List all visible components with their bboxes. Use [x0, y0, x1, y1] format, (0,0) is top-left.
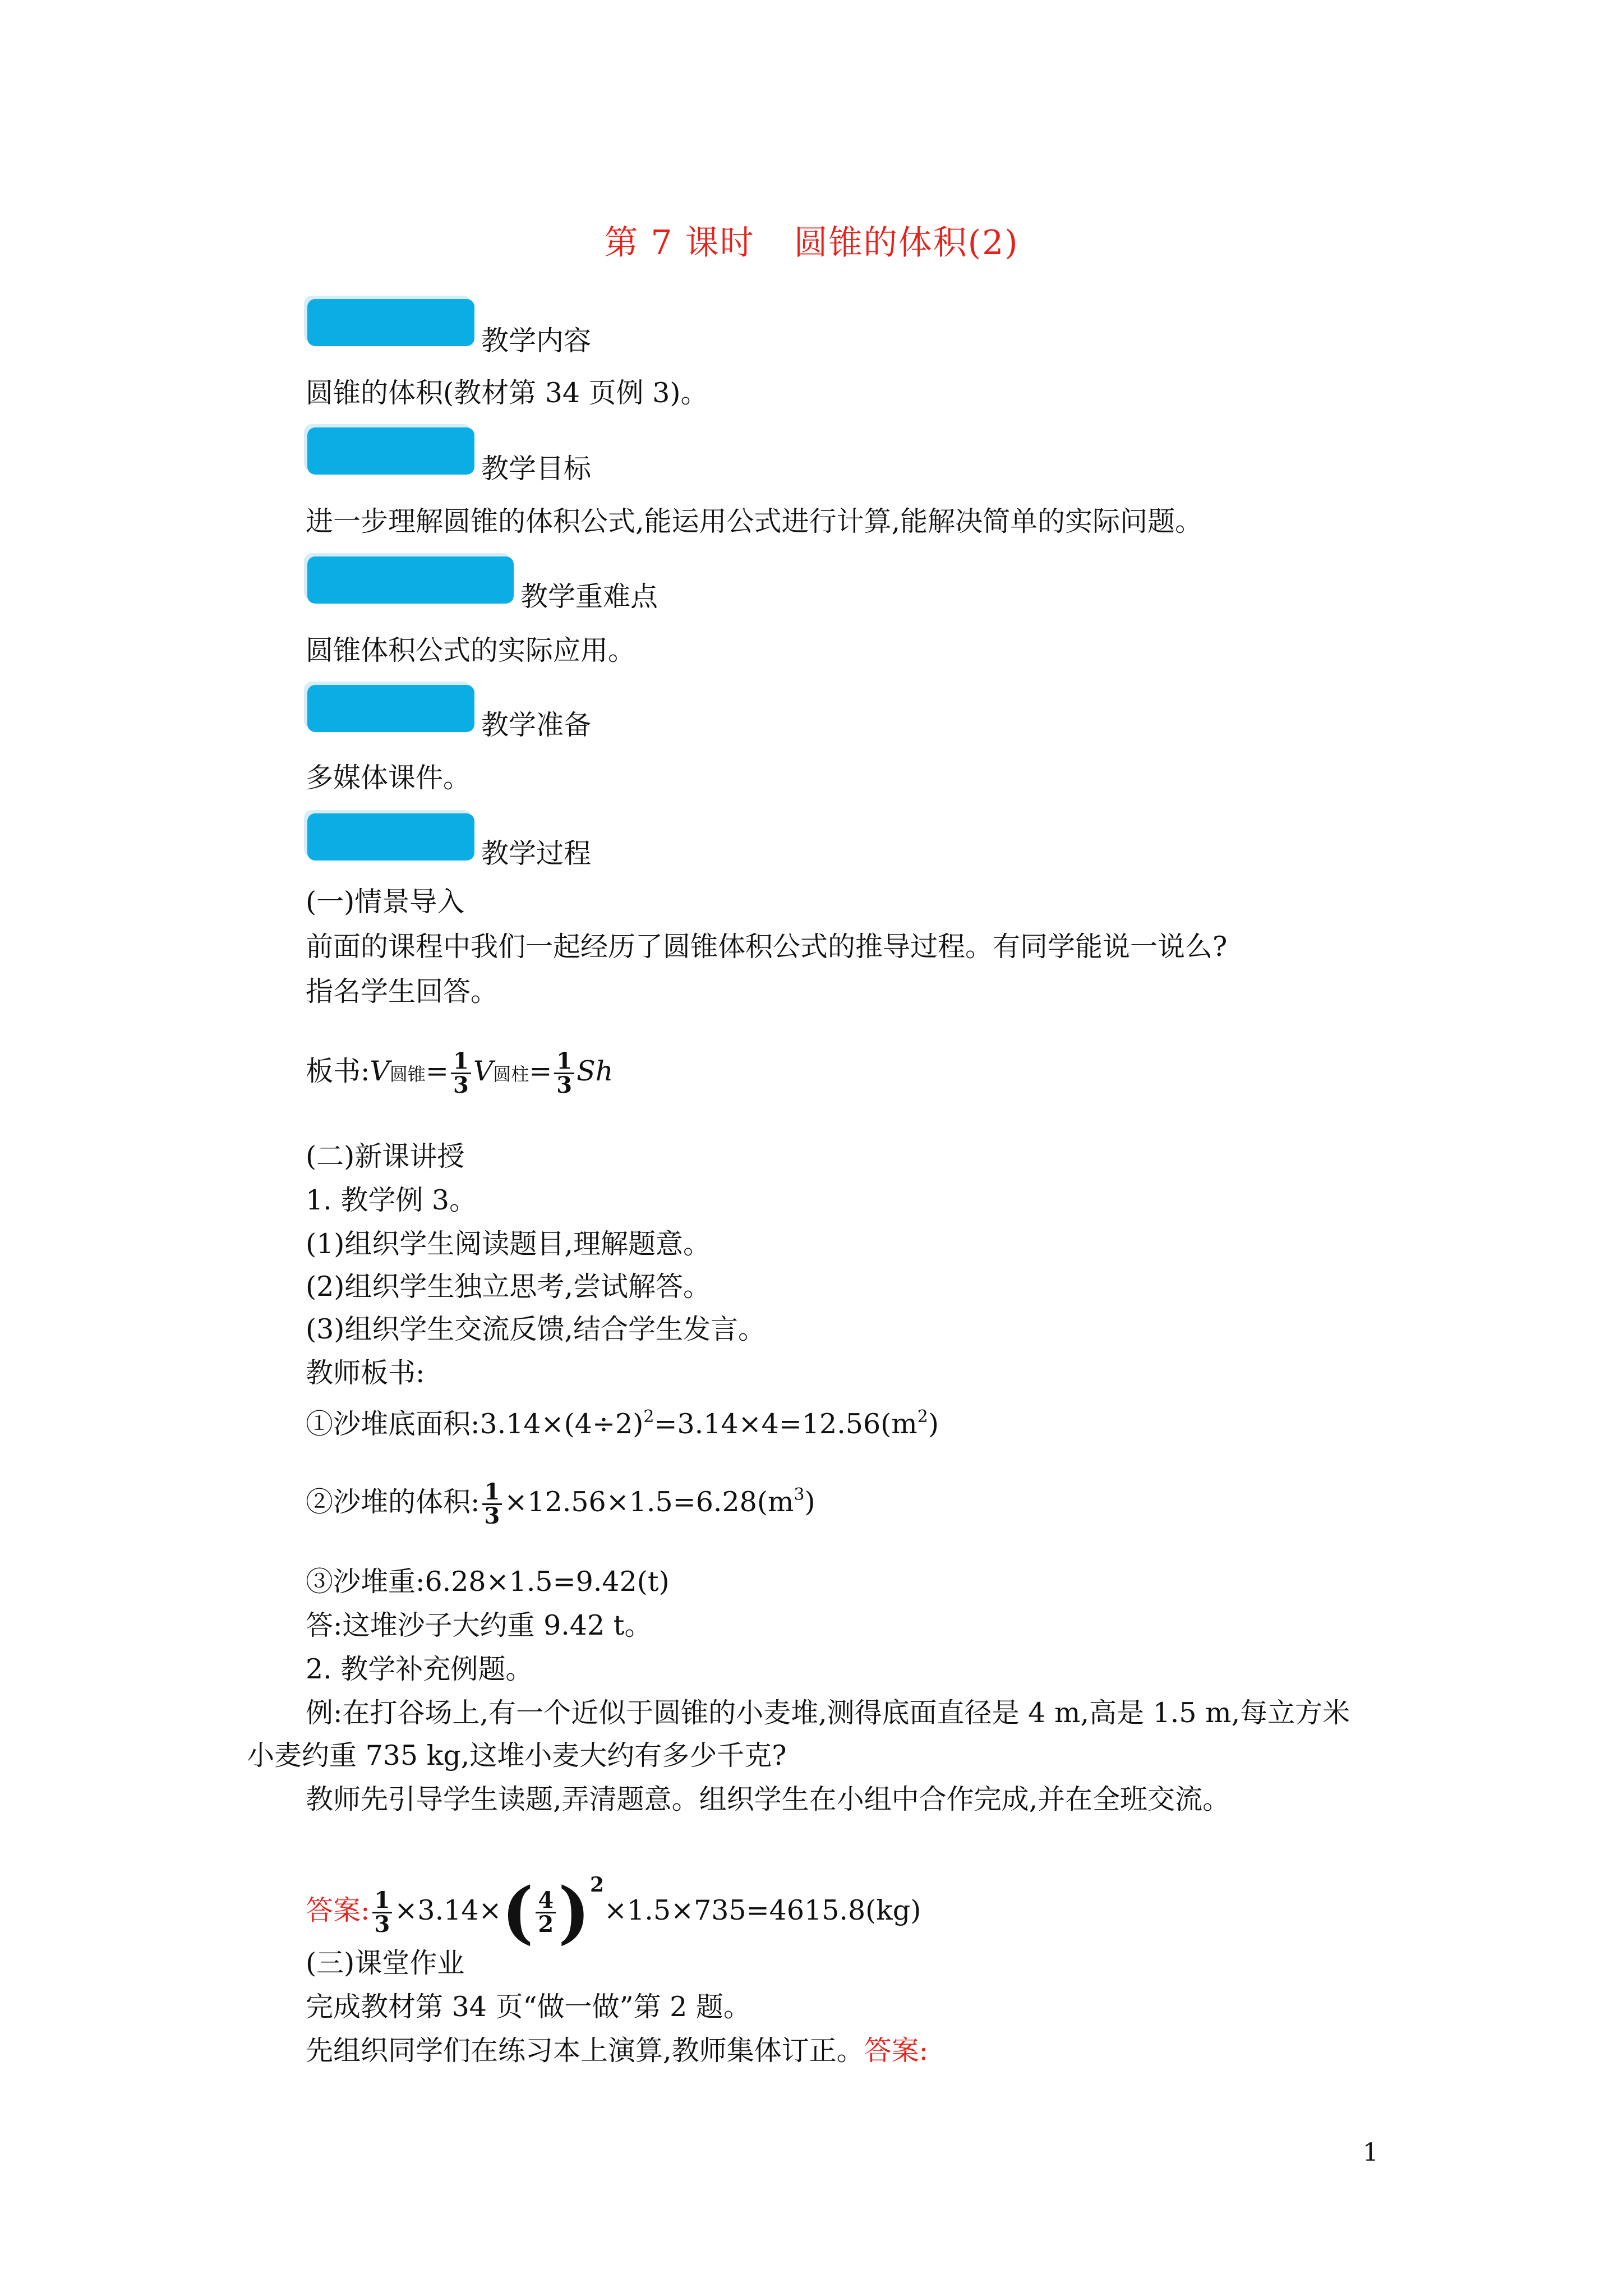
example-line2: 小麦约重 735 kg,这堆小麦大约有多少千克?	[247, 1740, 787, 1772]
fraction-one-third: $\frac{1}{3}$	[372, 1889, 393, 1936]
section-label-goal: 教学目标	[481, 453, 592, 485]
content-text: 圆锥的体积(教材第 34 页例 3)。	[306, 377, 708, 409]
fraction-four-halves: $\frac{4}{2}$	[536, 1889, 556, 1936]
prep-text: 多媒体课件。	[306, 762, 471, 794]
part1-line2: 指名学生回答。	[306, 976, 499, 1007]
part1-heading: (一)情景导入	[306, 886, 465, 918]
part2-step1: (1)组织学生阅读题目,理解题意。	[306, 1228, 711, 1260]
calc-answer: 答:这堆沙子大约重 9.42 t。	[306, 1609, 652, 1641]
goal-text: 进一步理解圆锥的体积公式,能运用公式进行计算,能解决简单的实际问题。	[306, 505, 1203, 537]
section-marker	[307, 427, 474, 475]
part2-step2: (2)组织学生独立思考,尝试解答。	[306, 1271, 711, 1303]
page-number: 1	[1363, 2138, 1378, 2167]
calc-weight: ③沙堆重:6.28×1.5=9.42(t)	[306, 1566, 670, 1598]
fraction-one-third: $\frac{1}{3}$	[554, 1050, 574, 1097]
part1-line1: 前面的课程中我们一起经历了圆锥体积公式的推导过程。有同学能说一说么?	[306, 931, 1228, 963]
lesson-number: 第 7 课时	[604, 223, 755, 263]
fraction-one-third: $\frac{1}{3}$	[482, 1481, 502, 1527]
section-label-content: 教学内容	[481, 325, 592, 357]
part2-board: 教师板书:	[306, 1357, 425, 1389]
section-label-prep: 教学准备	[481, 709, 592, 741]
part3-line2: 先组织同学们在练习本上演算,教师集体订正。答案:	[306, 2035, 929, 2067]
section-marker	[307, 813, 474, 861]
guide-text: 教师先引导学生读题,弄清题意。组织学生在小组中合作完成,并在全班交流。	[306, 1783, 1230, 1815]
section-marker	[307, 299, 474, 346]
key-text: 圆锥体积公式的实际应用。	[306, 634, 636, 666]
section-marker	[307, 556, 514, 604]
section-label-key: 教学重难点	[520, 581, 658, 613]
part3-line1: 完成教材第 34 页“做一做”第 2 题。	[306, 1991, 751, 2023]
part2-item1: 1. 教学例 3。	[306, 1184, 477, 1216]
section-label-process: 教学过程	[481, 838, 592, 869]
board-formula: 板书:V圆锥= $\frac{1}{3}$ V圆柱= $\frac{1}{3}$ Sh	[306, 1048, 614, 1098]
part3-heading: (三)课堂作业	[306, 1947, 465, 1979]
page-title	[0, 216, 1623, 264]
example-answer: 答案: $\frac{1}{3}$ ×3.14×( $\frac{4}{2}$ )$^2$×1.5×735=4615.8(kg)	[306, 1872, 921, 1952]
part2-item2: 2. 教学补充例题。	[306, 1653, 533, 1685]
calc-volume: ②沙堆的体积: $\frac{1}{3}$ $\times 12.56\times 1.5=6.28(m^3)$	[306, 1479, 815, 1529]
example-line1: 例:在打谷场上,有一个近似于圆锥的小麦堆,测得底面直径是 4 m,高是 1.5 m,每立方米	[306, 1697, 1350, 1729]
fraction-one-third: $\frac{1}{3}$	[451, 1050, 471, 1097]
lesson-topic: 圆锥的体积(2)	[794, 223, 1019, 263]
section-marker	[307, 685, 474, 732]
part2-heading: (二)新课讲授	[306, 1140, 465, 1172]
part2-step3: (3)组织学生交流反馈,结合学生发言。	[306, 1313, 766, 1345]
calc-base-area: ①沙堆底面积$:3.14\times(4\div 2)^2=3.14\times 4=12.56(m^2)$	[306, 1407, 939, 1440]
